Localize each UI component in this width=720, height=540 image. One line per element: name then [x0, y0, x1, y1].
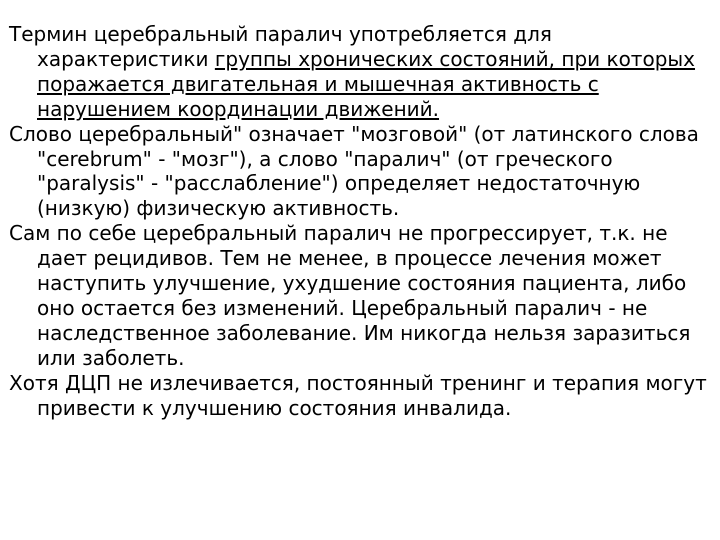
- paragraph-progression: Сам по себе церебральный паралич не прогрессирует, т.к. не дает рецидивов. Тем не менее, в процессе лечения может наступить улучшение, ухудшение состояния пациента, либо оно остается без изменений. Церебральный паралич - не наследственное заболевание. Им никогда нельзя заразиться или заболеть.: [9, 221, 691, 370]
- definition-text: Термин церебральный паралич употребляется для характеристики: [9, 22, 552, 71]
- paragraph-therapy: Хотя ДЦП не излечивается, постоянный тренинг и терапия могут привести к улучшению состояния инвалида.: [9, 370, 707, 420]
- paragraph-etymology: Слово церебральный" означает "мозговой" (от латинского слова "cerebrum" - "мозг"), а слово "паралич" (от греческого "paralysis" - "расслабление") определяет недостаточную (низкую) физическую активность.: [9, 121, 699, 221]
- definition-underlined-text: группы хронических состояний, при которых поражается двигательная и мышечная активность с нарушением координации движений.: [37, 46, 696, 121]
- paragraph-definition: [9, 22, 712, 122]
